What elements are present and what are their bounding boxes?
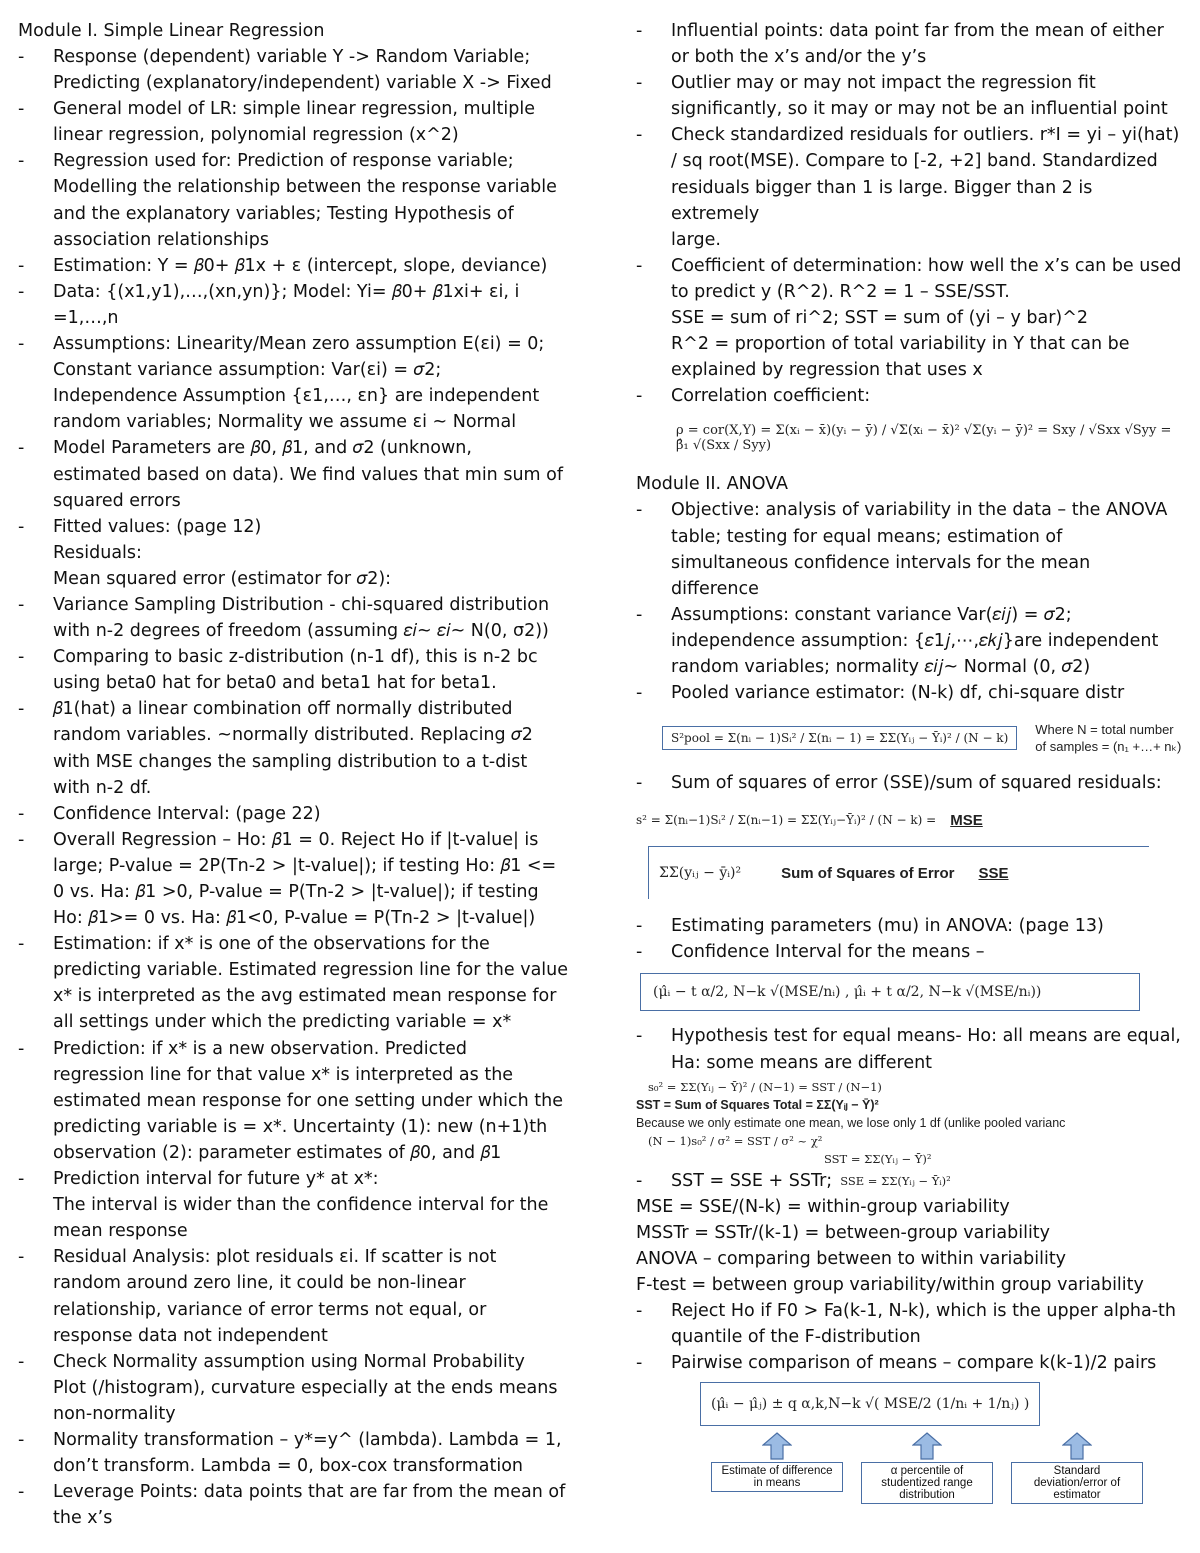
list-item-line: Assumptions: constant variance Var(𝜀𝑖𝑗) = 𝜎2; [671,604,1072,625]
list-item-line: using beta0 hat for beta0 and beta1 hat for beta1. [53,673,497,694]
list-item-line: estimated based on data). We find values that min sum of [53,464,564,485]
list-item-line: predicting variable is = x*. Uncertainty (1): new (n+1)th [53,1116,548,1137]
list-item-line: Residuals: [53,542,142,563]
list-item-line: random variables; Normality we assume εi ~ Normal [53,412,517,433]
list-item-line: predicting variable. Estimated regression line for the value [53,960,569,981]
hypothesis-formulas [636,1078,1184,1168]
list-item-line: don’t transform. Lambda = 0, box-cox transformation [53,1456,524,1477]
list-item [18,1427,578,1479]
sst-decomposition: SST = SSE + SSTr; [671,1170,833,1191]
list-item-line: association relationships [53,229,269,250]
list-item [18,801,578,827]
list-item-line: linear regression, polynomial regression (x^2) [53,125,459,146]
list-item-line: Data: {(x1,y1),…,(xn,yn)}; Model: Yi= 𝛽0+ 𝛽1xi+ εi, i =1,…,n [53,281,520,328]
list-item [636,770,1184,796]
list-item [636,680,1184,706]
regression-list-continued [636,18,1184,409]
list-item-line: Estimation: if x* is one of the observations for the [53,934,490,955]
list-item-line: Assumptions: Linearity/Mean zero assumption E(εi) = 0; [53,334,545,355]
left-column [18,18,578,1531]
list-item-line: Variance Sampling Distribution - chi-squared distribution [53,594,550,615]
list-item-line: Fitted values: (page 12) [53,516,262,537]
list-item [636,913,1184,939]
list-item-line: 𝛽1(hat) a linear combination off normally distributed [53,699,513,720]
list-item [18,514,578,592]
list-item-line: Reject Ho if F0 > Fa(k-1, N-k), which is the upper alpha-th [671,1301,1177,1322]
s0-formula: s₀² = ΣΣ(Yᵢⱼ − Ȳ)² / (N−1) = SST / (N−1) [648,1079,882,1094]
list-item-line: Ha: some means are different [671,1052,933,1073]
sst-formula: SST = Sum of Squares Total = ΣΣ(Yᵢⱼ − Ȳ)² [636,1097,879,1112]
list-item-line: Ho: 𝛽1>= 0 vs. Ha: 𝛽1<0, P-value = P(Tn-2 > |t-value|) [53,908,536,929]
sse-definition-box [648,846,1149,899]
list-item [18,1349,578,1427]
list-item [636,1023,1184,1075]
list-item-line: Outlier may or may not impact the regression fit [671,73,1096,94]
list-item-line: Prediction: if x* is a new observation. Predicted [53,1038,467,1059]
module1-heading: Module I. Simple Linear Regression [18,21,325,41]
list-item-line: x* is interpreted as the avg estimated mean response for [53,986,557,1007]
list-item-line: SSE = sum of ri^2; SST = sum of (yi – y bar)^2 [671,308,1089,329]
list-item [636,939,1184,965]
pooled-variance-formula [662,712,1184,764]
annotation-std-error [1002,1432,1152,1504]
plain-line: F-test = between group variability/within group variability [636,1275,1144,1295]
confidence-interval-expression: (μ̂ᵢ − t α/2, N−k √(MSE/nᵢ) , μ̂ᵢ + t α/2, N−k √(MSE/nᵢ)) [653,984,1042,1001]
chi-square-formula: (N − 1)s₀² / σ² = SST / σ² ~ χ² [648,1133,823,1148]
list-item-line: Estimating parameters (mu) in ANOVA: (page 13) [671,916,1104,937]
module2-heading: Module II. ANOVA [636,474,788,495]
list-item-line: response data not independent [53,1325,328,1346]
list-item [18,148,578,252]
list-item-line: Modelling the relationship between the response variable [53,177,557,198]
sse-label: Sum of Squares of Error [781,864,955,882]
module1-list [18,44,578,1531]
list-item-line: Leverage Points: data points that are far from the mean of [53,1482,566,1503]
list-item [636,1168,832,1194]
list-item-line: table; testing for equal means; estimation of [671,526,1063,547]
list-item [636,497,1184,601]
anova-list-b [636,770,1184,796]
list-item-line: random around zero line, it could be non-linear [53,1273,466,1294]
pooled-variance-expression: S²pool = Σ(nᵢ − 1)Sᵢ² / Σ(nᵢ − 1) = ΣΣ(Yᵢⱼ − Ȳᵢ)² / (N − k) [662,726,1017,750]
list-item-line: Regression used for: Prediction of response variable; [53,151,514,172]
caption-estimate: Estimate of difference in means [711,1462,843,1492]
list-item-line: and the explanatory variables; Testing Hypothesis of [53,203,514,224]
list-item-line: mean response [53,1221,188,1242]
list-item-line: Plot (/histogram), curvature especially at the ends means [53,1377,558,1398]
list-item-line: residuals bigger than 1 is large. Bigger than 2 is extremely [671,177,1093,224]
list-item-line: regression line for that value x* is interpreted as the [53,1064,514,1085]
list-item-line: The interval is wider than the confidence interval for the [53,1195,549,1216]
list-item [18,1244,578,1348]
sst-sum-formula: SST = ΣΣ(Yᵢⱼ − Ȳ)² [824,1151,932,1166]
list-item-line: Overall Regression – Ho: 𝛽1 = 0. Reject Ho if |t-value| is [53,829,539,850]
anova-list-d [636,1023,1184,1075]
list-item-line: / sq root(MSE). Compare to [-2, +2] band. Standardized [671,151,1158,172]
list-item-line: R^2 = proportion of total variability in Y that can be [671,334,1130,355]
list-item-line: with MSE changes the sampling distribution to a t-dist [53,751,528,772]
list-item-line: Prediction interval for future y* at x*: [53,1169,379,1190]
list-item [636,1298,1184,1350]
plain-line: MSE = SSE/(N-k) = within-group variability [636,1196,1010,1217]
sse-expression: ΣΣ(yᵢⱼ − ȳᵢ)² [659,865,742,882]
up-arrow-icon [912,1432,942,1460]
sse-mse-expression: s² = Σ(nᵢ−1)Sᵢ² / Σ(nᵢ−1) = ΣΣ(Yᵢⱼ−Ȳᵢ)² / (N − k) = [636,813,937,828]
list-item [636,383,1184,409]
list-item-line: large; P-value = 2P(Tn-2 > |t-value|); if testing Ho: 𝛽1 <= [53,855,557,876]
correlation-formula [676,415,1184,461]
list-item-line: random variables. ~normally distributed. Replacing 𝜎2 [53,725,533,746]
list-item-line: or both the x’s and/or the y’s [671,47,927,68]
mse-label: MSE [950,811,983,829]
list-item-line: Predicting (explanatory/independent) variable X -> Fixed [53,73,552,94]
list-item [636,1350,1184,1376]
list-item [636,253,1184,383]
list-item-line: with n-2 df. [53,777,152,798]
list-item-line: independence assumption: {𝜀1𝑗,⋯,𝜀𝑘𝑗}are independent [671,630,1159,651]
list-item-line: Hypothesis test for equal means- Ho: all means are equal, [671,1026,1181,1047]
list-item-line: Confidence Interval for the means – [671,942,985,963]
anova-list-a [636,497,1184,706]
list-item-line: Pooled variance estimator: (N-k) df, chi-square distr [671,683,1125,704]
list-item [636,18,1184,70]
sst-decomposition-row [636,1168,1184,1194]
df-note: Because we only estimate one mean, we lose only 1 df (unlike pooled varianc [636,1115,1066,1130]
pairwise-expression: (μ̂ᵢ − μ̂ⱼ) ± q α,k,N−k √( MSE/2 (1/nᵢ + 1/nⱼ) ) [711,1396,1030,1413]
list-item [18,44,578,96]
list-item [636,602,1184,680]
list-item [18,1166,578,1244]
correlation-formula-text: ρ = cor(X,Y) = Σ(xᵢ − x̄)(yᵢ − ȳ) / √Σ(xᵢ − x̄)² √Σ(yᵢ − ȳ)² = Sxy / √Sxx √Syy = β̂₁ √(Sxx / Syy) [676,423,1172,454]
list-item [18,827,578,931]
sse-abbreviation: SSE [978,864,1009,882]
list-item-line: large. [671,229,721,250]
list-item [18,592,578,644]
list-item [18,644,578,696]
list-item-line: Mean squared error (estimator for 𝜎2): [53,568,392,589]
list-item [18,435,578,513]
list-item-line: Estimation: Y = 𝛽0+ 𝛽1x + ε (intercept, slope, deviance) [53,255,548,276]
list-item-line: Residual Analysis: plot residuals εi. If scatter is not [53,1247,497,1268]
list-item-line: significantly, so it may or may not be an influential point [671,99,1168,120]
list-item-line: 0 vs. Ha: 𝛽1 >0, P-value = P(Tn-2 > |t-value|); if testing [53,882,539,902]
list-item [18,696,578,800]
list-item-line: all settings under which the predicting variable = x* [53,1012,512,1033]
list-item-line: Objective: analysis of variability in the data – the ANOVA [671,500,1168,521]
caption-std-error: Standard deviation/error of estimator [1011,1462,1143,1504]
pool-note-line-1: Where N = total number [1035,722,1174,738]
confidence-interval-formula [640,973,1140,1011]
list-item-line: random variables; normality 𝜀𝑖𝑗~ Normal (0, 𝜎2) [671,656,1091,677]
list-item-line: explained by regression that uses x [671,360,983,381]
formula-annotations [702,1432,1184,1504]
right-column [636,18,1184,1504]
list-item-line: Confidence Interval: (page 22) [53,803,321,824]
list-item [18,279,578,331]
list-item-line: simultaneous confidence intervals for the mean [671,552,1091,573]
list-item-line: General model of LR: simple linear regression, multiple [53,99,535,120]
list-item-line: estimated mean response for one setting under which the [53,1090,563,1111]
sse-sum-formula: SSE = ΣΣ(Yᵢⱼ − Ȳᵢ)² [840,1173,951,1188]
list-item-line: Model Parameters are 𝛽0, 𝛽1, and 𝜎2 (unknown, [53,438,472,459]
list-item-line: Response (dependent) variable Y -> Random Variable; [53,47,531,67]
pairwise-comparison-formula [700,1382,1040,1426]
list-item [18,96,578,148]
list-item-line: non-normality [53,1403,176,1424]
list-item-line: Influential points: data point far from the mean of either [671,21,1164,41]
list-item-line: difference [671,578,759,599]
list-item-line: Pairwise comparison of means – compare k(k-1)/2 pairs [671,1353,1157,1374]
list-item-line: to predict y (R^2). R^2 = 1 – SSE/SST. [671,281,1010,302]
anova-plain-lines [636,1194,1184,1298]
pool-note-line-2: of samples = (n₁ +…+ nₖ) [1035,739,1182,755]
plain-line: ANOVA – comparing between to within variability [636,1248,1067,1269]
list-item-line: relationship, variance of error terms not equal, or [53,1299,487,1320]
list-item-line: Correlation coefficient: [671,386,871,407]
up-arrow-icon [762,1432,792,1460]
sse-mse-formula [636,800,1184,840]
list-item-line: quantile of the F-distribution [671,1327,921,1348]
list-item-line: observation (2): parameter estimates of 𝛽0, and 𝛽1 [53,1142,502,1163]
annotation-estimate [702,1432,852,1504]
list-item [636,70,1184,122]
list-item-line: Coefficient of determination: how well the x’s can be used [671,255,1182,276]
list-item-line: Independence Assumption {ε1,…, εn} are independent [53,386,540,407]
list-item [18,931,578,1035]
list-item-line: Normality transformation – y*=y^ (lambda). Lambda = 1, [53,1429,562,1450]
list-item [636,122,1184,252]
list-item-line: with n-2 degrees of freedom (assuming 𝜀𝑖~ 𝜀𝑖~ N(0, σ2)) [53,621,549,642]
list-item-line: Sum of squares of error (SSE)/sum of squared residuals: [671,773,1162,794]
list-item [18,1036,578,1166]
pooled-variance-note [1035,721,1181,755]
list-item-line: Constant variance assumption: Var(εi) = 𝜎2; [53,360,442,381]
list-item [18,253,578,279]
list-item-line: Check Normality assumption using Normal Probability [53,1351,525,1372]
list-item [18,331,578,435]
up-arrow-icon [1062,1432,1092,1460]
anova-list-c [636,913,1184,965]
caption-percentile: α percentile of studentized range distribution [861,1462,993,1504]
list-item-line: Check standardized residuals for outliers. r*I = yi – yi(hat) [671,125,1180,146]
list-item [18,1479,578,1531]
list-item-line: Comparing to basic z-distribution (n-1 df), this is n-2 bc [53,647,538,668]
list-item-line: squared errors [53,490,181,511]
annotation-percentile [852,1432,1002,1504]
plain-line: MSSTr = SSTr/(k-1) = between-group variability [636,1222,1051,1243]
anova-list-e [636,1298,1184,1376]
list-item-line: the x’s [53,1508,113,1529]
